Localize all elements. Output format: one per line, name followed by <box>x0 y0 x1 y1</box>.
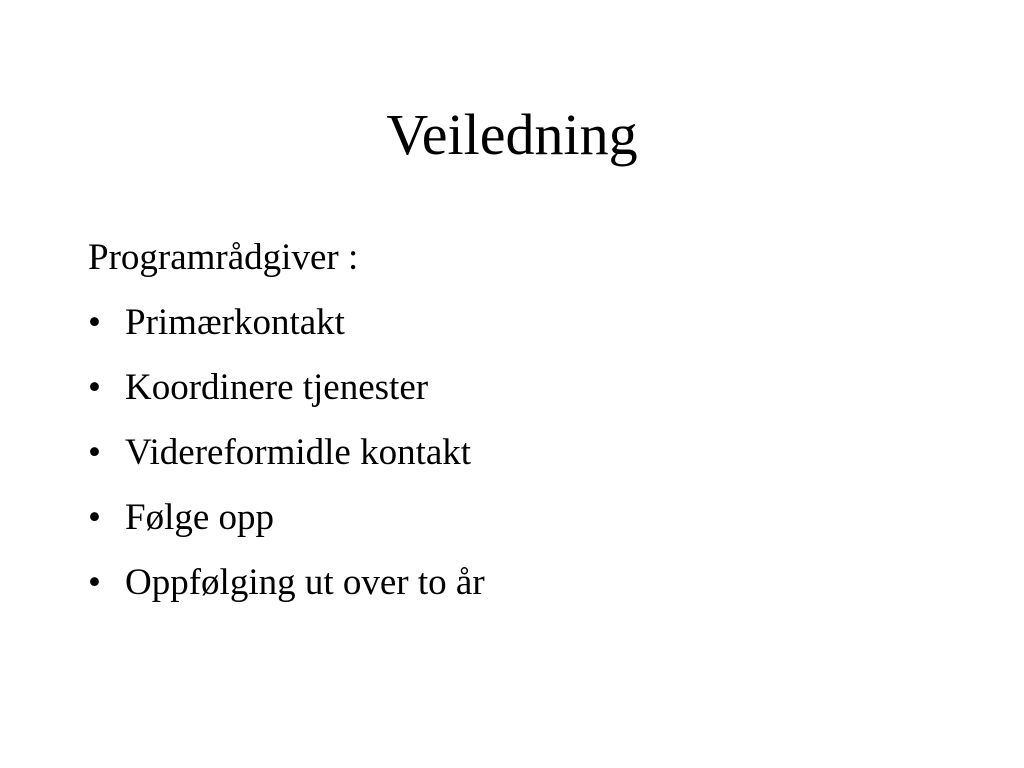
bullet-item <box>88 490 968 546</box>
bullet-icon: • <box>88 367 101 408</box>
slide-body <box>88 230 968 620</box>
bullet-text: Videreformidle kontakt <box>125 432 472 473</box>
bullet-item <box>88 295 968 351</box>
slide-title: Veiledning <box>386 102 638 167</box>
bullet-item <box>88 555 968 611</box>
bullet-icon: • <box>88 497 101 538</box>
bullet-item <box>88 360 968 416</box>
bullet-item <box>88 425 968 481</box>
bullet-list <box>88 295 968 611</box>
bullet-text: Oppfølging ut over to år <box>125 562 485 603</box>
bullet-icon: • <box>88 562 101 603</box>
intro-text: Programrådgiver : <box>88 237 359 278</box>
bullet-text: Følge opp <box>125 497 275 538</box>
bullet-text: Koordinere tjenester <box>125 367 429 408</box>
bullet-text: Primærkontakt <box>125 302 345 343</box>
bullet-icon: • <box>88 432 101 473</box>
bullet-icon: • <box>88 302 101 343</box>
